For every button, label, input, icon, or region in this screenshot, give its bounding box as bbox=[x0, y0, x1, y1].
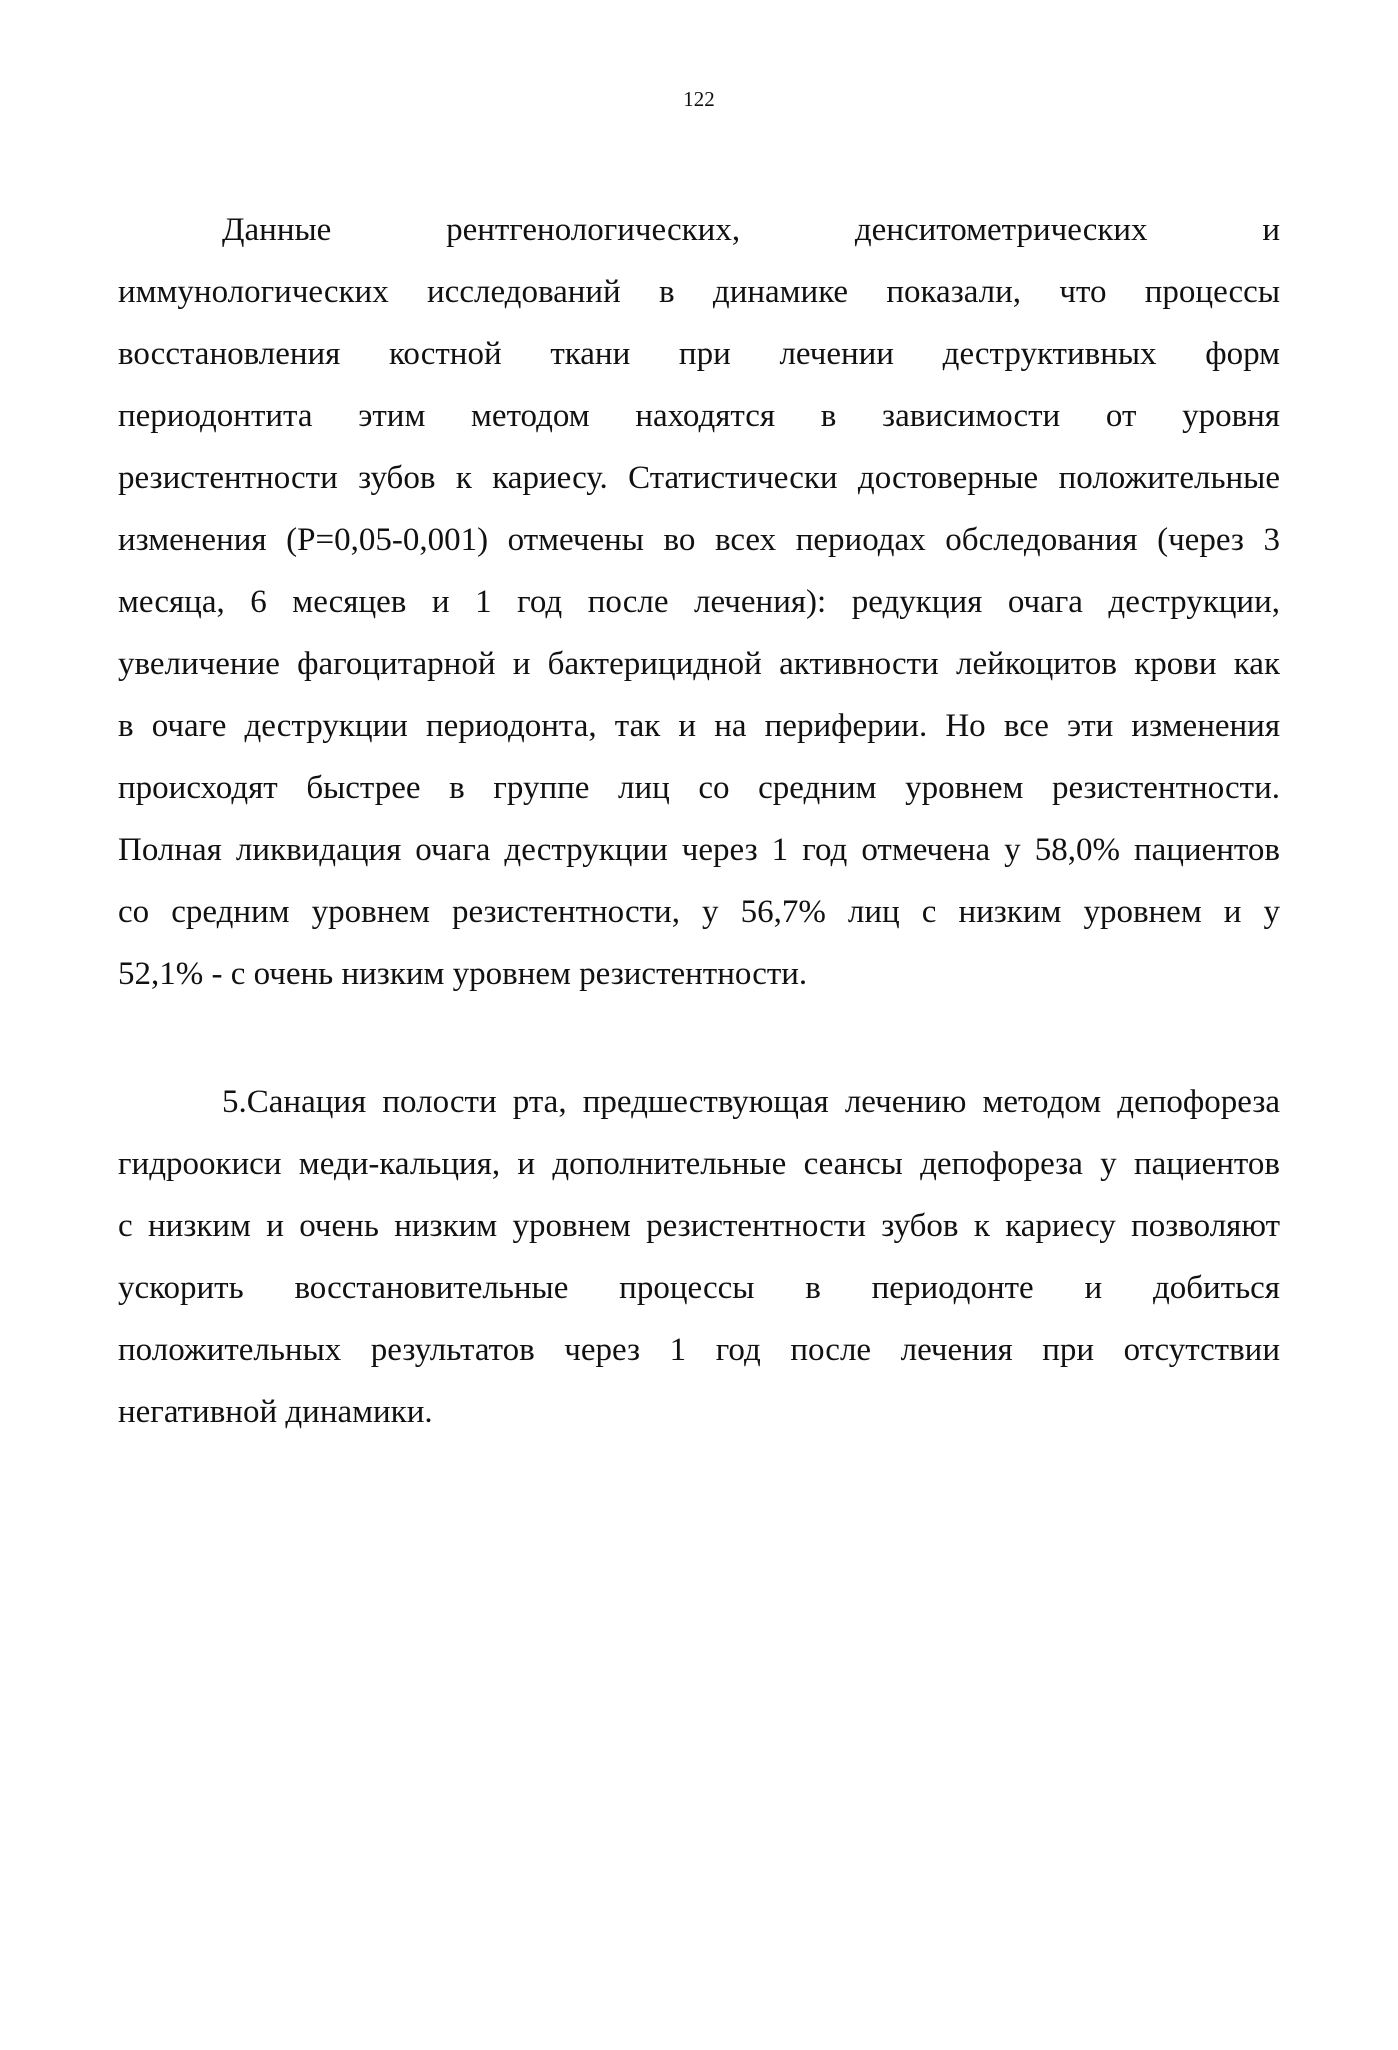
paragraph-1-line-11: Полная ликвидация очага деструкции через 1 год отмечена у 58,0% пациентов bbox=[118, 832, 1280, 868]
paragraph-2-line-1: 5.Санация полости рта, предшествующая лечению методом депофореза bbox=[222, 1084, 1280, 1120]
paragraph-1-line-10: происходят быстрее в группе лиц со средним уровнем резистентности. bbox=[118, 770, 1280, 806]
paragraph-2-line-3: с низким и очень низким уровнем резистентности зубов к кариесу позволяют bbox=[118, 1208, 1280, 1244]
paragraph-1-line-13: 52,1% - с очень низким уровнем резистентности. bbox=[118, 956, 808, 992]
paragraph-1-line-5: резистентности зубов к кариесу. Статистически достоверные положительные bbox=[118, 460, 1280, 496]
paragraph-2-line-5: положительных результатов через 1 год после лечения при отсутствии bbox=[118, 1332, 1280, 1368]
paragraph-1-line-6: изменения (Р=0,05-0,001) отмечены во всех периодах обследования (через 3 bbox=[118, 522, 1280, 558]
paragraph-2-line-6: негативной динамики. bbox=[118, 1394, 433, 1430]
paragraph-2-line-2: гидроокиси меди-кальция, и дополнительные сеансы депофореза у пациентов bbox=[118, 1146, 1280, 1182]
paragraph-1-line-2: иммунологических исследований в динамике показали, что процессы bbox=[118, 274, 1280, 310]
paragraph-2-line-4: ускорить восстановительные процессы в периодонте и добиться bbox=[118, 1270, 1280, 1306]
page-number: 122 bbox=[683, 87, 715, 111]
paragraph-1-line-1: Данные рентгенологических, денситометрических и bbox=[222, 212, 1280, 248]
paragraph-1-line-9: в очаге деструкции периодонта, так и на периферии. Но все эти изменения bbox=[118, 708, 1280, 744]
paragraph-1-line-8: увеличение фагоцитарной и бактерицидной активности лейкоцитов крови как bbox=[118, 646, 1280, 682]
paragraph-1-line-4: периодонтита этим методом находятся в зависимости от уровня bbox=[118, 398, 1280, 434]
paragraph-1-line-12: со средним уровнем резистентности, у 56,7% лиц с низким уровнем и у bbox=[118, 894, 1280, 930]
paragraph-1-line-7: месяца, 6 месяцев и 1 год после лечения): редукция очага деструкции, bbox=[118, 584, 1280, 620]
paragraph-1-line-3: восстановления костной ткани при лечении деструктивных форм bbox=[118, 336, 1280, 372]
